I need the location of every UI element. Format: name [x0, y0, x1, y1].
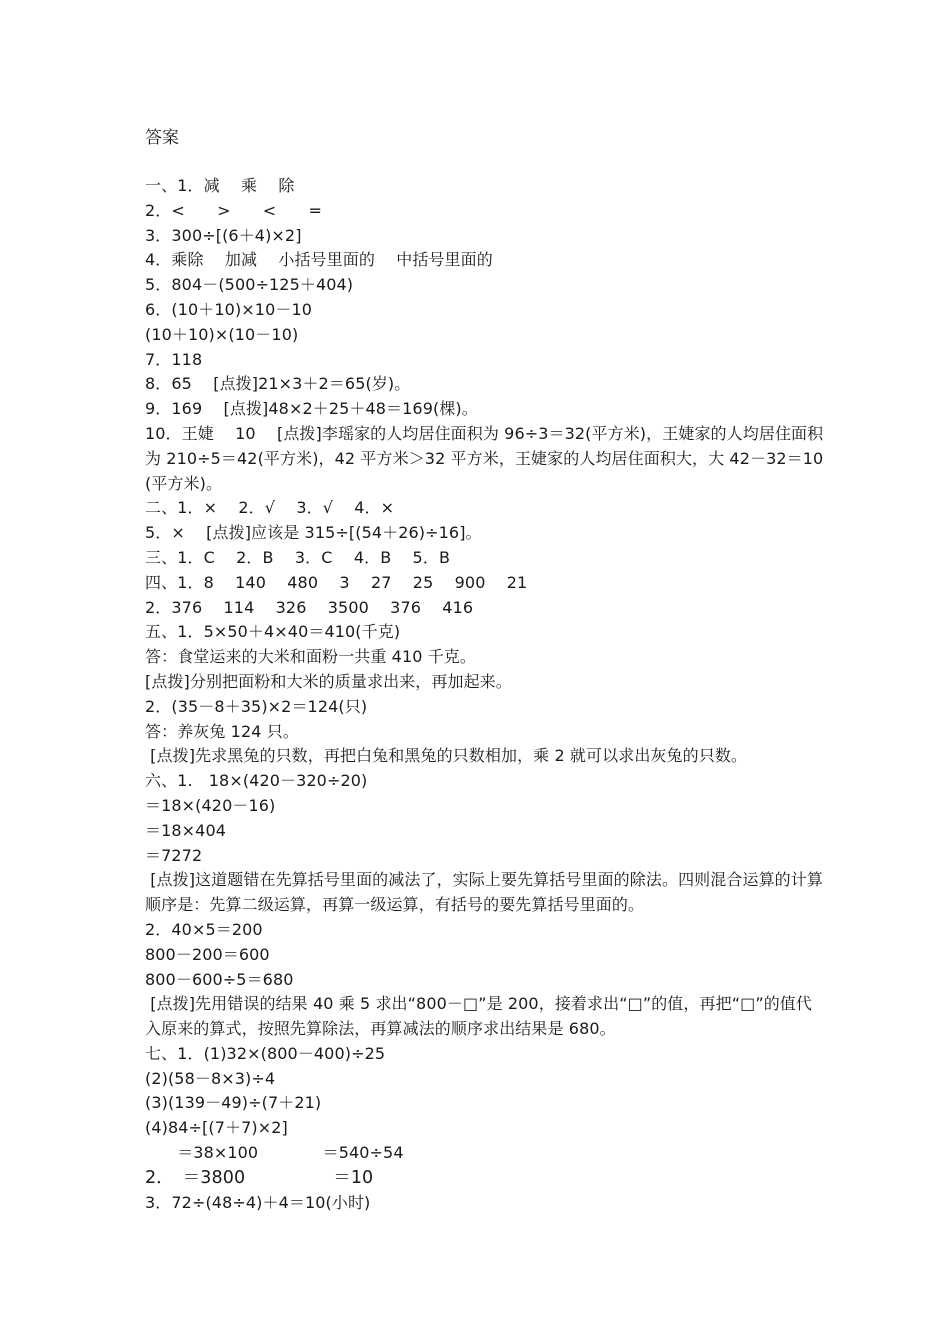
answer-line: ＝18×(420－16) [145, 795, 276, 815]
answer-line: [点拨]分别把面粉和大米的质量求出来，再加起来。 [145, 671, 512, 691]
answer-line: 2．(35－8＋35)×2＝124(只) [145, 696, 368, 716]
answer-line: (10＋10)×(10－10) [145, 324, 299, 344]
answer-line: 四、1．8 140 480 3 27 25 900 21 [145, 572, 528, 592]
answer-line: 9．169 [点拨]48×2＋25＋48＝169(棵)。 [145, 399, 478, 419]
answer-line: 答：食堂运来的大米和面粉一共重 410 千克。 [145, 647, 477, 667]
answer-line: 5．× [点拨]应该是 315÷[(54＋26)÷16]。 [145, 523, 482, 543]
answer-line: 3．72÷(48÷4)＋4＝10(小时) [145, 1192, 371, 1212]
answer-line: 2．40×5＝200 [145, 919, 263, 939]
answer-line: 800－200＝600 [145, 944, 270, 964]
answer-line: 2．376 114 326 3500 376 416 [145, 597, 474, 617]
answer-line: 800－600÷5＝680 [145, 969, 294, 989]
answer-line: (3)(139－49)÷(7＋21) [145, 1093, 322, 1113]
answer-line: 7．118 [145, 349, 203, 369]
answer-line: ＝18×404 [145, 820, 227, 840]
answer-line: [点拨]先用错误的结果 40 乘 5 求出“800－□”是 200，接着求出“□”的值，再把“□”的值代入原来的算式，按照先算除法，再算减法的顺序求出结果是 680。 [145, 994, 813, 1039]
answer-line: 5．804－(500÷125＋404) [145, 275, 354, 295]
answer-line: 4．乘除 加减 小括号里面的 中括号里面的 [145, 250, 493, 270]
answer-line: 8．65 [点拨]21×3＋2＝65(岁)。 [145, 374, 411, 394]
answer-content [145, 174, 825, 1215]
page-title: 答案 [145, 128, 179, 148]
answer-line: 一、1．减 乘 除 [145, 176, 295, 195]
answer-line: 三、1．C 2．B 3．C 4．B 5．B [145, 547, 451, 567]
answer-line: (2)(58－8×3)÷4 [145, 1068, 276, 1088]
answer-line: 3．300÷[(6＋4)×2] [145, 225, 302, 245]
answer-line: 答：养灰兔 124 只。 [145, 721, 299, 741]
answer-line: 2． ＝3800 ＝10 [145, 1167, 374, 1188]
answer-line: 10．王婕 10 [点拨]李瑶家的人均居住面积为 96÷3＝32(平方米)，王婕家的人均居住面积为 210÷5＝42(平方米)，42 平方米＞32 平方米，王婕家的人均居住面积大，大 42－32＝10(平方米)。 [145, 423, 824, 493]
answer-line: [点拨]先求黑兔的只数，再把白兔和黑兔的只数相加，乘 2 就可以求出灰兔的只数。 [145, 746, 748, 766]
answer-line: 2．< > < = [145, 200, 323, 220]
answer-line: (4)84÷[(7＋7)×2] [145, 1118, 288, 1138]
answer-line: ＝38×100 ＝540÷54 [145, 1143, 404, 1163]
answer-line: 七、1．(1)32×(800－400)÷25 [145, 1043, 386, 1063]
answer-line: 6．(10＋10)×10－10 [145, 299, 313, 319]
answer-line: 二、1．× 2．√ 3．√ 4．× [145, 498, 395, 518]
answer-line: ＝7272 [145, 845, 203, 865]
answer-line: 六、1. 18×(420－320÷20) [145, 771, 368, 791]
answer-line: [点拨]这道题错在先算括号里面的减法了，实际上要先算括号里面的除法。四则混合运算的计算顺序是：先算二级运算，再算一级运算，有括号的要先算括号里面的。 [145, 870, 823, 915]
answer-line: 五、1．5×50＋4×40＝410(千克) [145, 622, 401, 642]
